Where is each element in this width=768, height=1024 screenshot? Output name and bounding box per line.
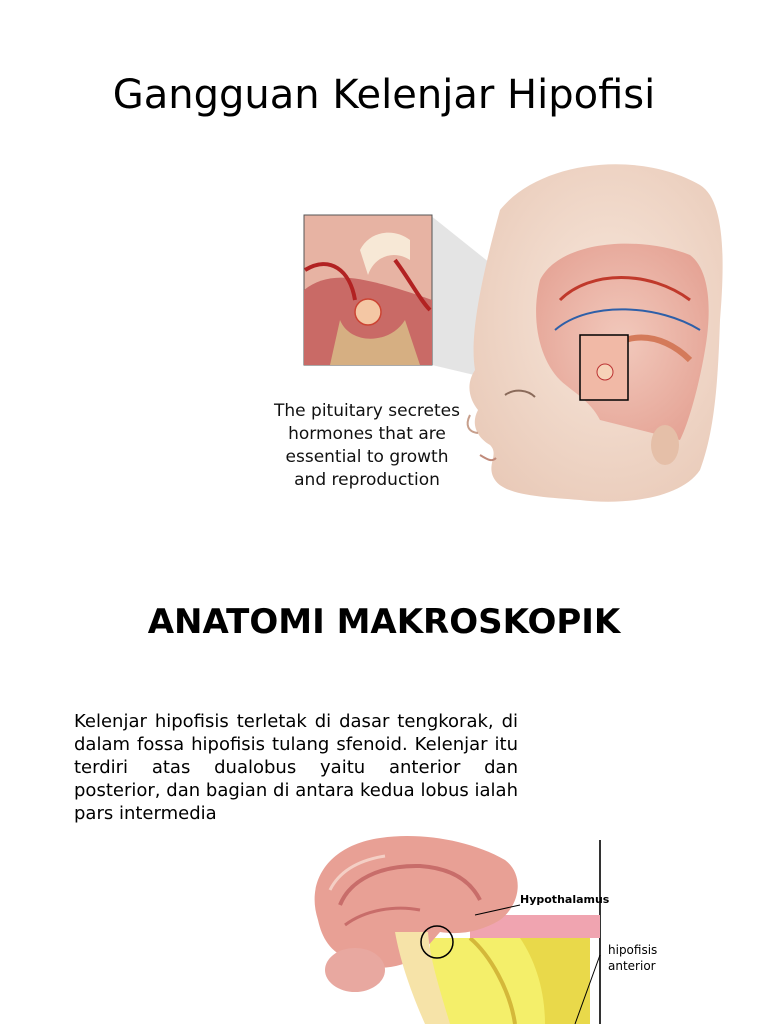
hypothalamus-label: Hypothalamus (520, 893, 610, 906)
label-line: hipofisis (608, 943, 658, 957)
caption-line: essential to growth (285, 447, 449, 467)
hipofisis-anterior-label (608, 942, 657, 974)
caption-line: hormones that are (288, 424, 446, 444)
slide-title: Gangguan Kelenjar Hipofisi (112, 72, 656, 118)
body-paragraph: Kelenjar hipofisis terletak di dasar tengkorak, di dalam fossa hipofisis tulang sfenoid. Kelenjar itu terdiri atas dualobus yaitu anterior dan posterior, dan bagian di antara kedua lobus ialah pars intermedia (74, 711, 518, 824)
illustration-caption (262, 400, 472, 492)
caption-line: and reproduction (294, 470, 440, 490)
slide-heading: ANATOMI MAKROSKOPIK (147, 602, 621, 642)
label-line: anterior (608, 959, 656, 973)
slide-2 (0, 560, 768, 1024)
caption-line: The pituitary secretes (274, 401, 460, 421)
